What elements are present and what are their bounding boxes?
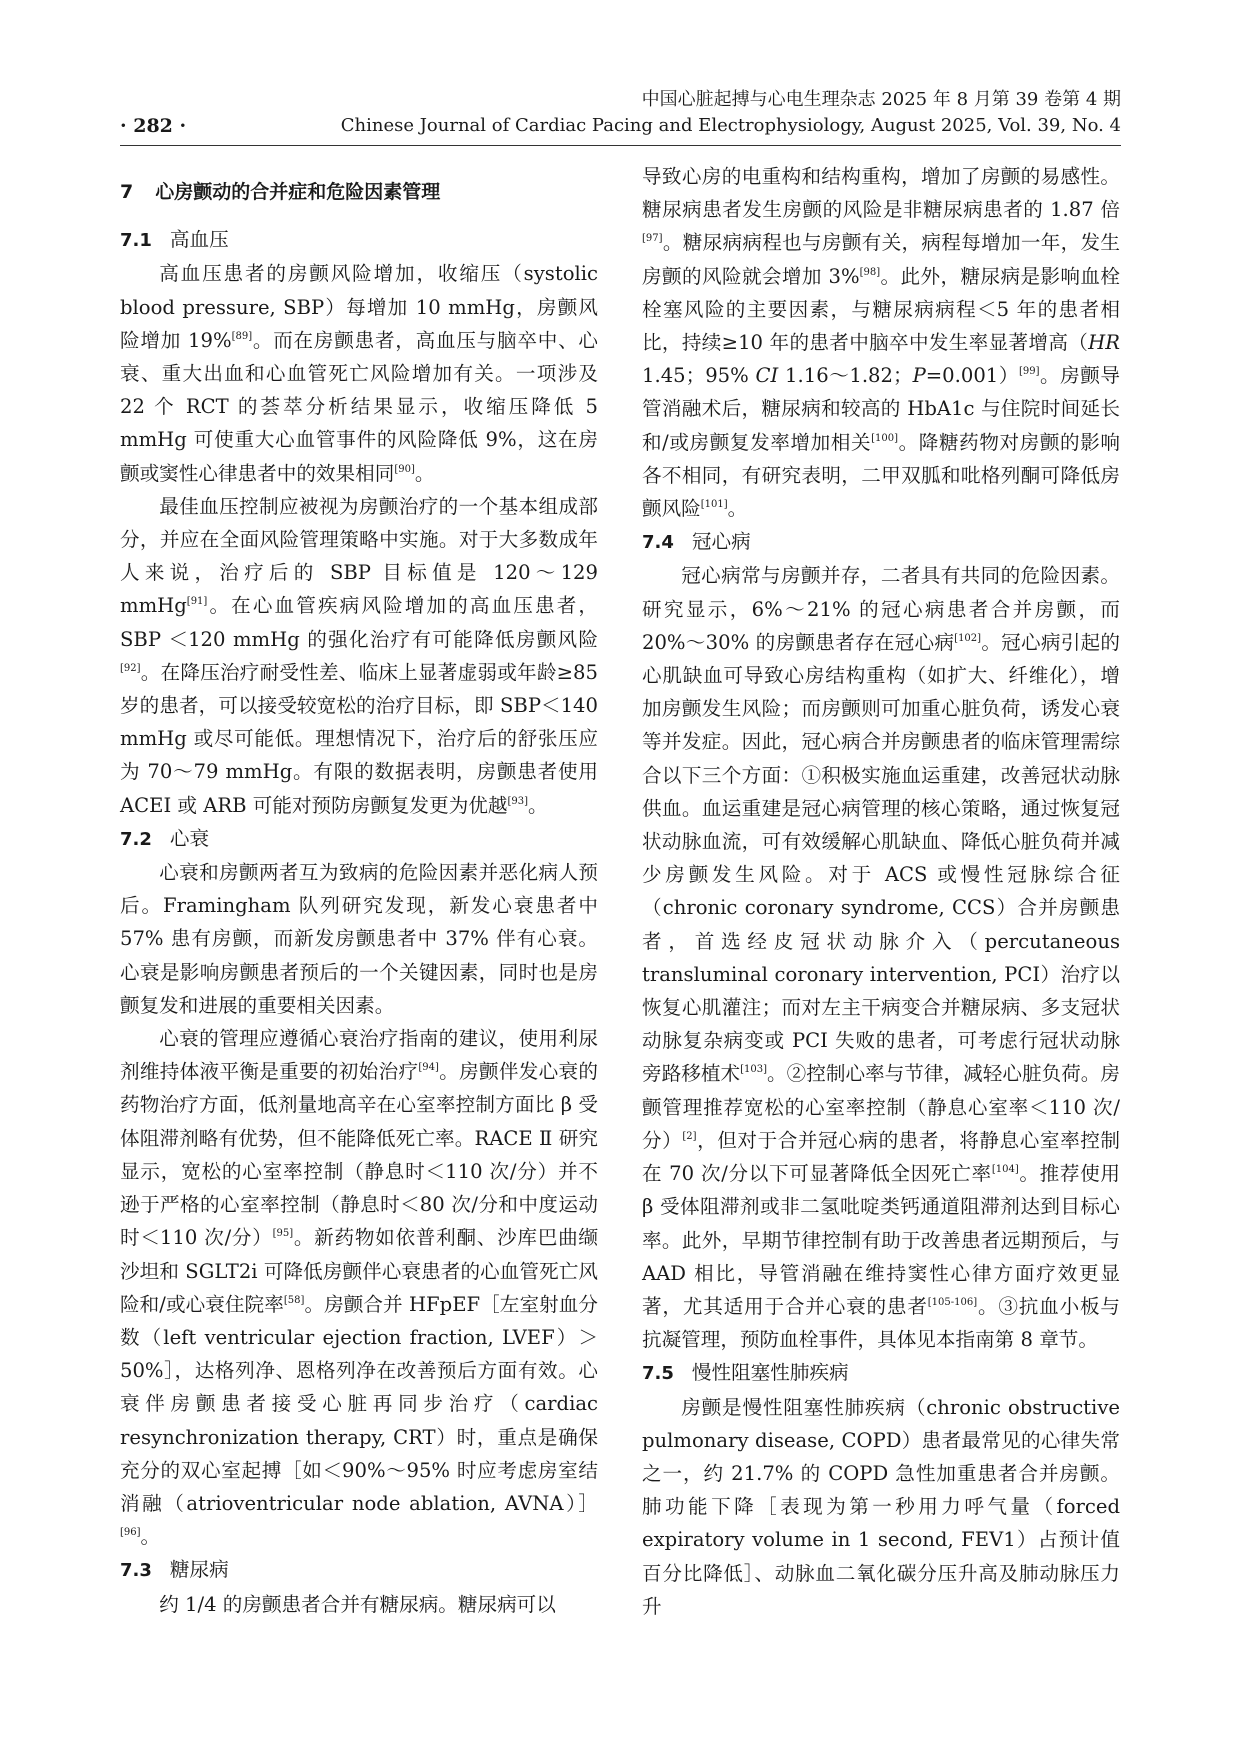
subsection-heading-7-3: 7.3 糖尿病 [120, 1558, 229, 1582]
citation: [105-106] [927, 1296, 978, 1308]
section-title: 心房颤动的合并症和危险因素管理 [155, 181, 441, 203]
paragraph: 心衰的管理应遵循心衰治疗指南的建议，使用利尿剂维持体液平衡是重要的初始治疗[94]。房颤伴发心衰的药物治疗方面，低剂量地高辛在心室率控制方面比 β 受体阻滞剂略有优势，但不能降低死亡率。RACE Ⅱ 研究显示，宽松的心室率控制（静息时＜110 次/分）并不逊于严格的心室率控制（静息时＜80 次/分和中度运动时＜110 次/分）[95]。新药物如依普利酮、沙库巴曲缬沙坦和 SGLT2i 可降低房颤伴心衰患者的心血管死亡风险和/或心衰住院率[58]。房颤合并 HFpEF［左室射血分数（left ventricular ejection fraction, LVEF）＞50%］，达格列净、恩格列净在改善预后方面有效。心衰伴房颤患者接受心脏再同步治疗（cardiac resynchronization therapy, CRT）时，重点是确保充分的双心室起搏［如＜90%～95% 时应考虑房室结消融（atrioventricular node ablation, AVNA）］[96]。 [120, 1027, 599, 1549]
paragraph: 高血压患者的房颤风险增加，收缩压（systolic blood pressure, SBP）每增加 10 mmHg，房颤风险增加 19%[89]。而在房颤患者，高血压与脑卒中、心衰、重大出血和心血管死亡风险增加有关。一项涉及 22 个 RCT 的荟萃分析结果显示，收缩压降低 5 mmHg 可使重大心血管事件的风险降低 9%，这在房颤或窦性心律患者中的效果相同[90]。 [120, 262, 599, 485]
citation: [102] [954, 632, 982, 644]
citation: [96] [120, 1527, 141, 1539]
paragraph: 房颤是慢性阻塞性肺疾病（chronic obstructive pulmonary disease, COPD）患者最常见的心律失常之一，约 21.7% 的 COPD 急性加重患者合并房颤。肺功能下降［表现为第一秒用力呼气量（forced expiratory volume in 1 second, FEV1）占预计值百分比降低］、动脉血二氧化碳分压升高及肺动脉压力升 [642, 1395, 1120, 1618]
paragraph: 约 1/4 的房颤患者合并有糖尿病。糖尿病可以 [159, 1592, 556, 1616]
citation: [98] [859, 266, 881, 278]
citation: [89] [231, 330, 253, 342]
page-number: · 282 · [120, 115, 187, 137]
citation: [101] [700, 499, 728, 511]
right-column [642, 160, 1120, 1623]
left-column [120, 160, 598, 1621]
header-rule [120, 145, 1121, 146]
citation: [99] [1018, 366, 1040, 378]
citation: [100] [871, 432, 899, 444]
journal-title-en: Chinese Journal of Cardiac Pacing and Electrophysiology, August 2025, Vol. 39, No. 4 [340, 115, 1121, 136]
citation: [2] [682, 1130, 697, 1142]
paragraph-continued: 导致心房的电重构和结构重构，增加了房颤的易感性。糖尿病患者发生房颤的风险是非糖尿病患者的 1.87 倍[97]。糖尿病病程也与房颤有关，病程每增加一年，发生房颤的风险就会增加 3%[98]。此外，糖尿病是影响血栓栓塞风险的主要因素，与糖尿病病程＜5 年的患者相比，持续≥10 年的患者中脑卒中发生率显著增高（HR 1.45；95% CI 1.16～1.82；P=0.001）[99]。房颤导管消融术后，糖尿病和较高的 HbA1c 与住院时间延长和/或房颤复发率增加相关[100]。降糖药物对房颤的影响各不相同，有研究表明，二甲双胍和吡格列酮可降低房颤风险[101]。 [642, 165, 1121, 521]
citation: [91] [186, 596, 208, 608]
citation: [103] [740, 1064, 767, 1076]
citation: [92] [120, 662, 141, 674]
citation: [94] [418, 1062, 439, 1074]
subsection-heading-7-2: 7.2 心衰 [120, 826, 210, 850]
citation: [95] [272, 1228, 294, 1240]
section-number: 7 [120, 181, 134, 203]
paragraph: 冠心病常与房颤并存，二者具有共同的危险因素。研究显示，6%～21% 的冠心病患者合并房颤，而 20%～30% 的房颤患者存在冠心病[102]。冠心病引起的心肌缺血可导致心房结构重构（如扩大、纤维化），增加房颤发生风险；而房颤则可加重心脏负荷，诱发心衰等并发症。因此，冠心病合并房颤患者的临床管理需综合以下三个方面：①积极实施血运重建，改善冠状动脉供血。血运重建是冠心病管理的核心策略，通过恢复冠状动脉血流，可有效缓解心肌缺血、降低心脏负荷并减少房颤发生风险。对于 ACS 或慢性冠脉综合征（chronic coronary syndrome, CCS）合并房颤患者，首选经皮冠状动脉介入（percutaneous transluminal coronary intervention, PCI）治疗以恢复心肌灌注；而对左主干病变合并糖尿病、多支冠状动脉复杂病变或 PCI 失败的患者，可考虑行冠状动脉旁路移植术[103]。②控制心率与节律，减轻心脏负荷。房颤管理推荐宽松的心室率控制（静息心室率＜110 次/分）[2]，但对于合并冠心病的患者，将静息心室率控制在 70 次/分以下可显著降低全因死亡率[104]。推荐使用 β 受体阻滞剂或非二氢吡啶类钙通道阻滞剂达到目标心率。此外，早期节律控制有助于改善患者远期预后，与 AAD 相比，导管消融在维持窦性心律方面疗效更显著，尤其适用于合并心衰的患者[105-106]。③抗血小板与抗凝管理，预防血栓事件，具体见本指南第 8 章节。 [642, 564, 1121, 1352]
subsection-heading-7-4: 7.4 冠心病 [642, 530, 751, 554]
page-header [120, 85, 1121, 143]
citation: [93] [507, 795, 529, 807]
subsection-heading-7-5: 7.5 慢性阻塞性肺疾病 [642, 1361, 849, 1385]
section-heading [120, 176, 598, 209]
citation: [90] [394, 463, 415, 475]
citation: [58] [283, 1294, 305, 1306]
subsection-heading-7-1: 7.1 高血压 [120, 228, 229, 252]
paragraph: 心衰和房颤两者互为致病的危险因素并恶化病人预后。Framingham 队列研究发现，新发心衰患者中 57% 患有房颤，而新发房颤患者中 37% 伴有心衰。心衰是影响房颤患者预后的一个关键因素，同时也是房颤复发和进展的重要相关因素。 [120, 861, 598, 1017]
citation: [104] [991, 1164, 1019, 1176]
citation: [97] [642, 233, 663, 245]
paragraph: 最佳血压控制应被视为房颤治疗的一个基本组成部分，并应在全面风险管理策略中实施。对于大多数成年人来说，治疗后的 SBP 目标值是 120～129 mmHg[91]。在心血管疾病风险增加的高血压患者，SBP ＜120 mmHg 的强化治疗有可能降低房颤风险[92]。在降压治疗耐受性差、临床上显著虚弱或年龄≥85 岁的患者，可以接受较宽松的治疗目标，即 SBP＜140 mmHg 或尽可能低。理想情况下，治疗后的舒张压应为 70～79 mmHg。有限的数据表明，房颤患者使用 ACEI 或 ARB 可能对预防房颤复发更为优越[93]。 [120, 494, 598, 817]
journal-title-cn: 中国心脏起搏与心电生理杂志 2025 年 8 月第 39 卷第 4 期 [641, 89, 1121, 110]
